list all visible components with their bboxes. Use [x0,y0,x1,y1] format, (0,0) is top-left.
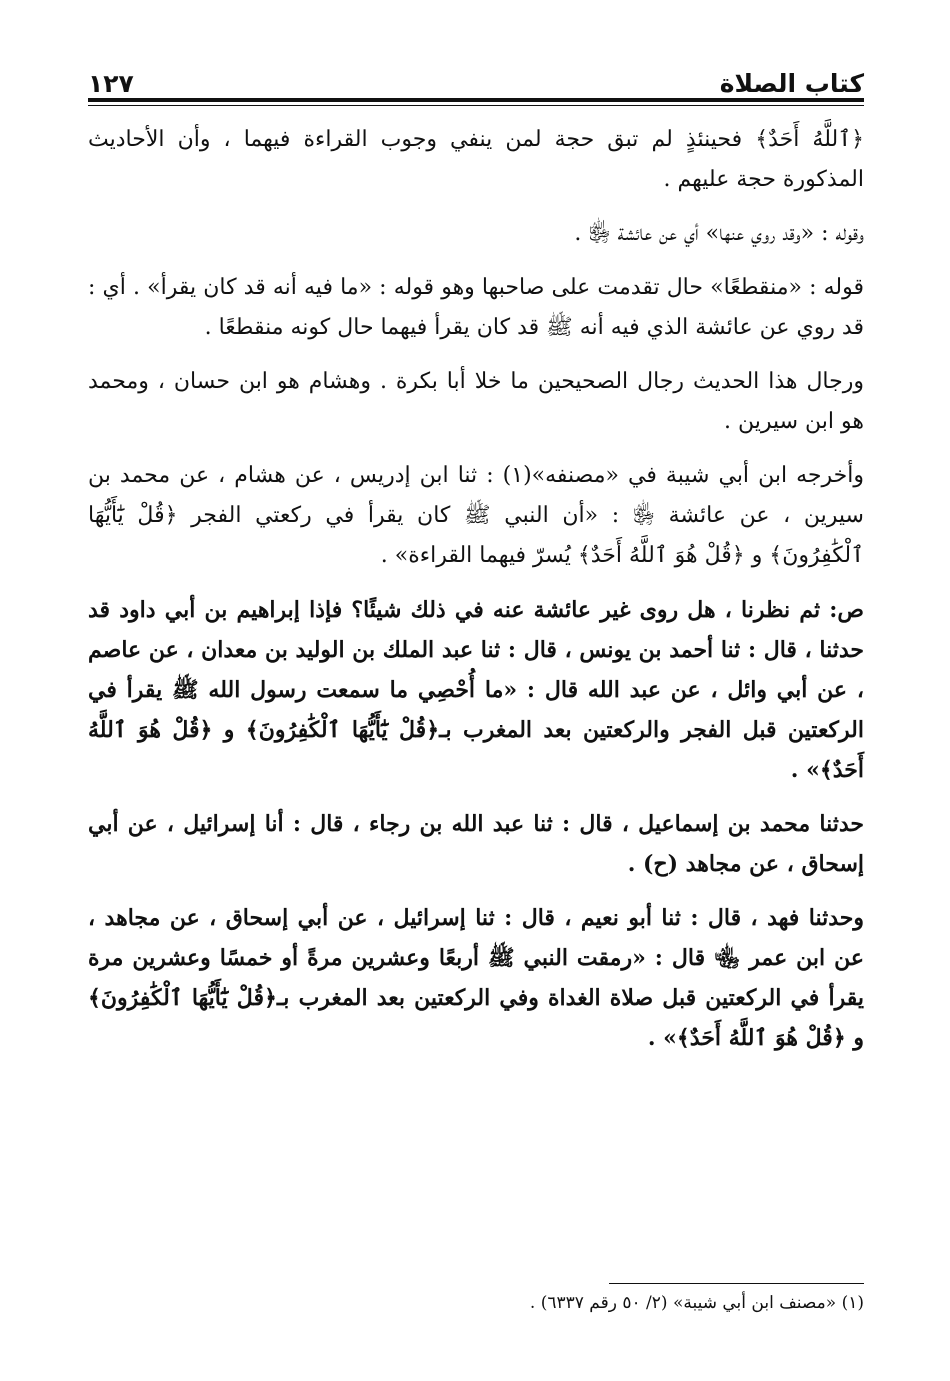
paragraph: ص: ثم نظرنا ، هل روى غير عائشة عنه في ذلك شيئًا؟ فإذا إبراهيم بن أبي داود قد حدثنا ، قال : ثنا أحمد بن يونس ، قال : ثنا عبد الملك بن الوليد بن معدان ، عن عاصم ، عن أبي وائل ، عن عبد الله قال : «ما أُحْصِي ما سمعت رسول الله ﷺ يقرأ في الركعتين قبل الفجر والركعتين بعد المغرب بـ﴿قُلْ يَٰٓأَيُّهَا ٱلْكَٰفِرُونَ﴾ و ﴿قُلْ هُوَ ٱللَّهُ أَحَدٌ﴾» . [88,597,864,783]
page-header [88,54,864,98]
footnote: (١) «مصنف ابن أبي شيبة» (٢/ ٥٠ رقم ٦٣٣٧) . [529,1293,864,1313]
paragraph: وحدثنا فهد ، قال : ثنا أبو نعيم ، قال : ثنا إسرائيل ، عن أبي إسحاق ، عن مجاهد ، عن ابن عمر ﵄ قال : «رمقت النبي ﷺ أربعًا وعشرين مرةً أو خمسًا وعشرين مرة يقرأ في الركعتين قبل صلاة الغداة وفي الركعتين بعد المغرب بـ﴿قُلْ يَٰٓأَيُّهَا ٱلْكَٰفِرُونَ﴾ و ﴿قُلْ هُوَ ٱللَّهُ أَحَدٌ﴾» . [88,905,864,1051]
paragraph: قوله : «منقطعًا» حال تقدمت على صاحبها وهو قوله : «ما فيه أنه قد كان يقرأ» . أي : قد روي عن عائشة الذي فيه أنه ﷺ قد كان يقرأ فيهما حال كونه منقطعًا . [88,275,864,340]
footnote-rule [609,1283,864,1284]
paragraph: ورجال هذا الحديث رجال الصحيحين ما خلا أبا بكرة . وهشام هو ابن حسان ، ومحمد هو ابن سيرين . [88,369,864,434]
header-rule-thick [88,98,864,102]
page-number: ١٢٧ [88,69,134,98]
paragraph: حدثنا محمد بن إسماعيل ، قال : ثنا عبد الله بن رجاء ، قال : أنا إسرائيل ، عن أبي إسحاق ، عن مجاهد (ح) . [88,811,864,877]
chapter-title: كتاب الصلاة [719,69,864,98]
paragraph: ﴿ٱللَّهُ أَحَدٌ﴾ فحينئذٍ لم تبق حجة لمن ينفي وجوب القراءة فيهما ، وأن الأحاديث المذكورة حجة عليهم . [88,127,864,192]
header-rule-thin [88,105,864,106]
paragraph: وأخرجه ابن أبي شيبة في «مصنفه»(١) : ثنا ابن إدريس ، عن هشام ، عن محمد بن سيرين ، عن عائشة ﵂ : «أن النبي ﷺ كان يقرأ في ركعتي الفجر ﴿قُلْ يَٰٓأَيُّهَا ٱلْكَٰفِرُونَ﴾ و ﴿قُلْ هُوَ ٱللَّهُ أَحَدٌ﴾ يُسرّ فيهما القراءة» . [88,463,864,568]
paragraph: وقوله : «وقد روي عنها» أي عن عائشة ﵂ . [574,221,864,246]
page-body [88,120,864,1072]
